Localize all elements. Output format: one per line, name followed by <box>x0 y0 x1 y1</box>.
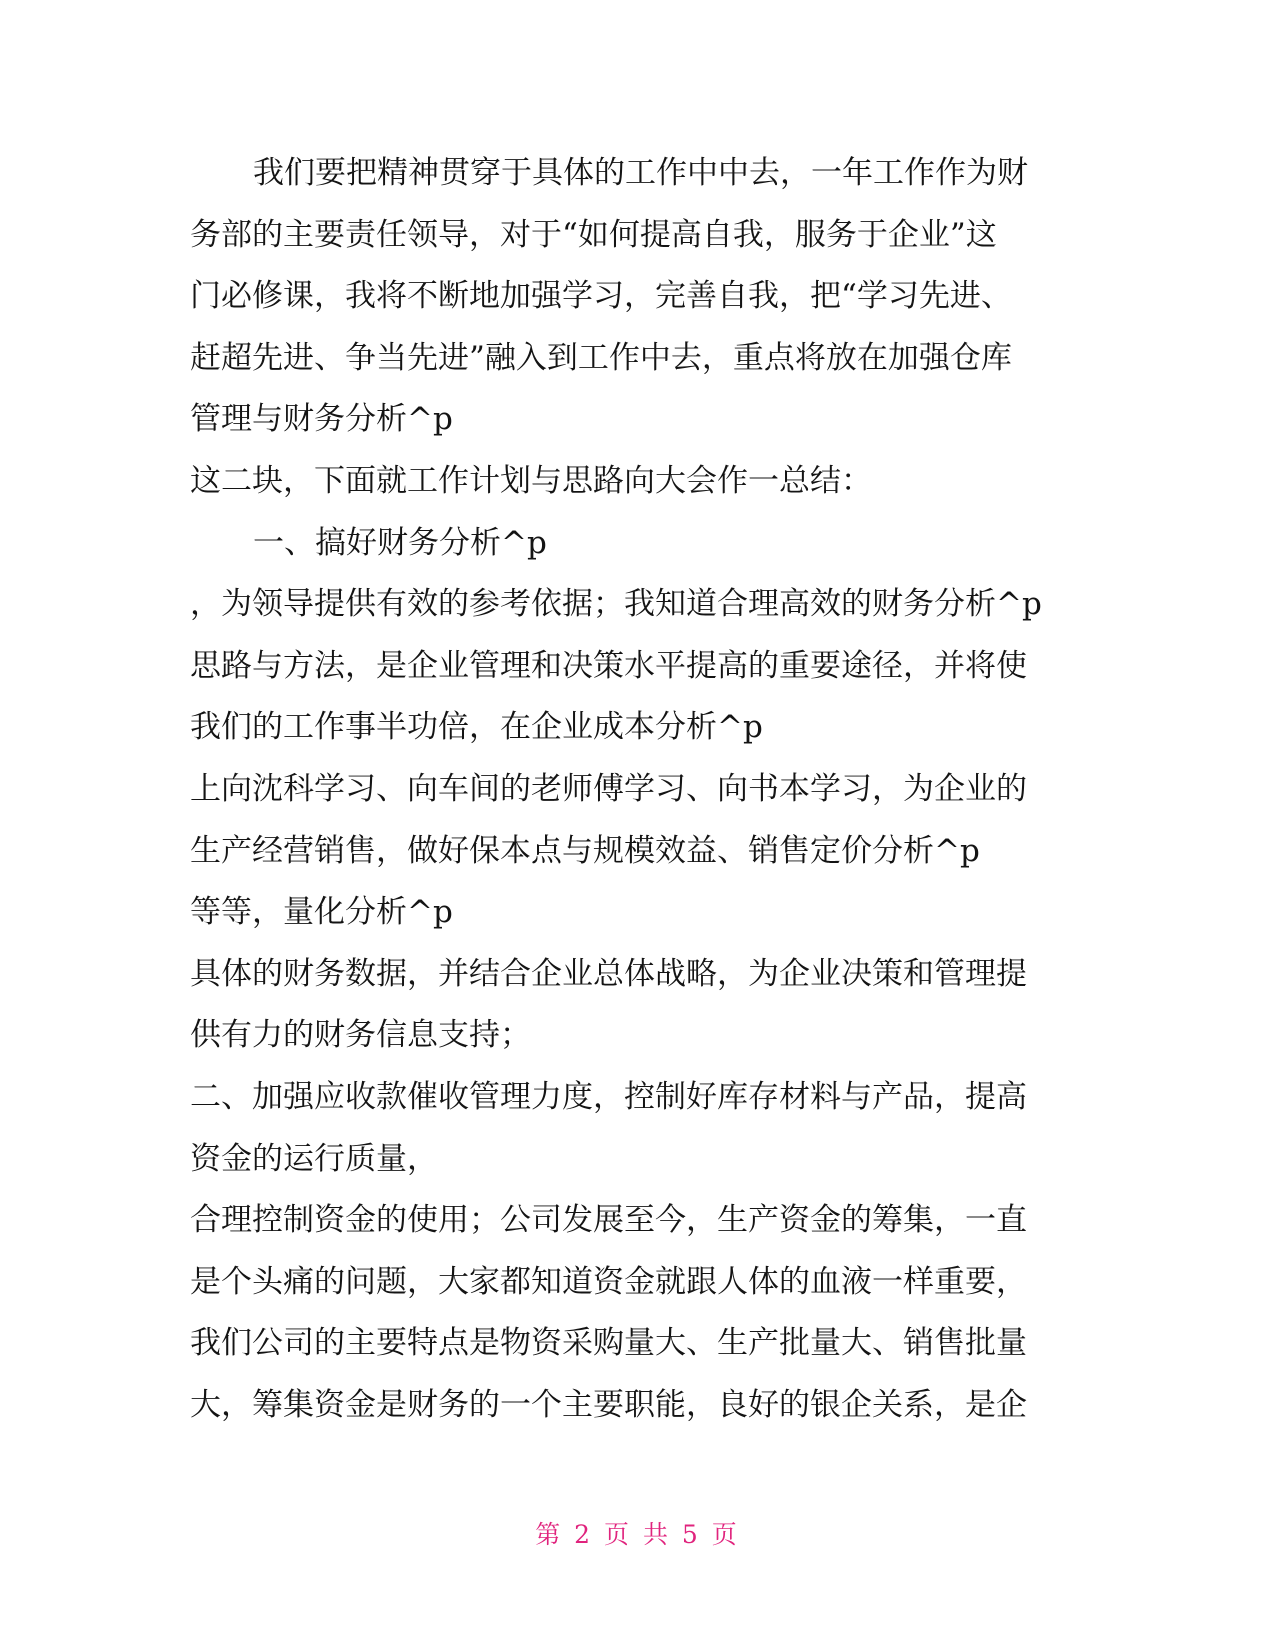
paragraph-line: 赶超先进、争当先进”融入到工作中去，重点将放在加强仓库 <box>190 339 1012 376</box>
section-heading-line: 二、加强应收款催收管理力度，控制好库存材料与产品，提高 <box>190 1078 1027 1115</box>
paragraph-line: 是个头痛的问题，大家都知道资金就跟人体的血液一样重要， <box>190 1263 1027 1300</box>
section-heading-line: 一、搞好财务分析^p <box>253 524 547 561</box>
paragraph-line: 这二块，下面就工作计划与思路向大会作一总结： <box>190 462 872 499</box>
paragraph-line: 管理与财务分析^p <box>190 401 453 438</box>
document-body <box>190 143 1090 1436</box>
paragraph-line: 大，筹集资金是财务的一个主要职能，良好的银企关系，是企 <box>190 1386 1027 1423</box>
page-number-footer: 第 2 页 共 5 页 <box>535 1520 740 1549</box>
paragraph-line: 我们要把精神贯穿于具体的工作中中去，一年工作作为财 <box>253 155 1028 191</box>
paragraph-line: 务部的主要责任领导，对于“如何提高自我，服务于企业”这 <box>190 216 997 253</box>
paragraph-line: 资金的运行质量， <box>190 1140 438 1177</box>
paragraph-line: 门必修课，我将不断地加强学习，完善自我，把“学习先进、 <box>190 278 1012 315</box>
paragraph-line: 思路与方法，是企业管理和决策水平提高的重要途径，并将使 <box>190 647 1027 684</box>
paragraph-line: 我们公司的主要特点是物资采购量大、生产批量大、销售批量 <box>190 1325 1027 1362</box>
paragraph-line: 供有力的财务信息支持； <box>190 1017 531 1054</box>
paragraph-line: 生产经营销售，做好保本点与规模效益、销售定价分析^p <box>190 832 980 869</box>
paragraph-line: 等等，量化分析^p <box>190 894 453 931</box>
paragraph-line: 合理控制资金的使用；公司发展至今，生产资金的筹集，一直 <box>190 1202 1027 1239</box>
paragraph-line: ，为领导提供有效的参考依据；我知道合理高效的财务分析^p <box>190 586 1042 623</box>
paragraph-line: 具体的财务数据，并结合企业总体战略，为企业决策和管理提 <box>190 955 1027 992</box>
paragraph-line: 上向沈科学习、向车间的老师傅学习、向书本学习，为企业的 <box>190 770 1027 807</box>
paragraph-line: 我们的工作事半功倍，在企业成本分析^p <box>190 709 763 746</box>
